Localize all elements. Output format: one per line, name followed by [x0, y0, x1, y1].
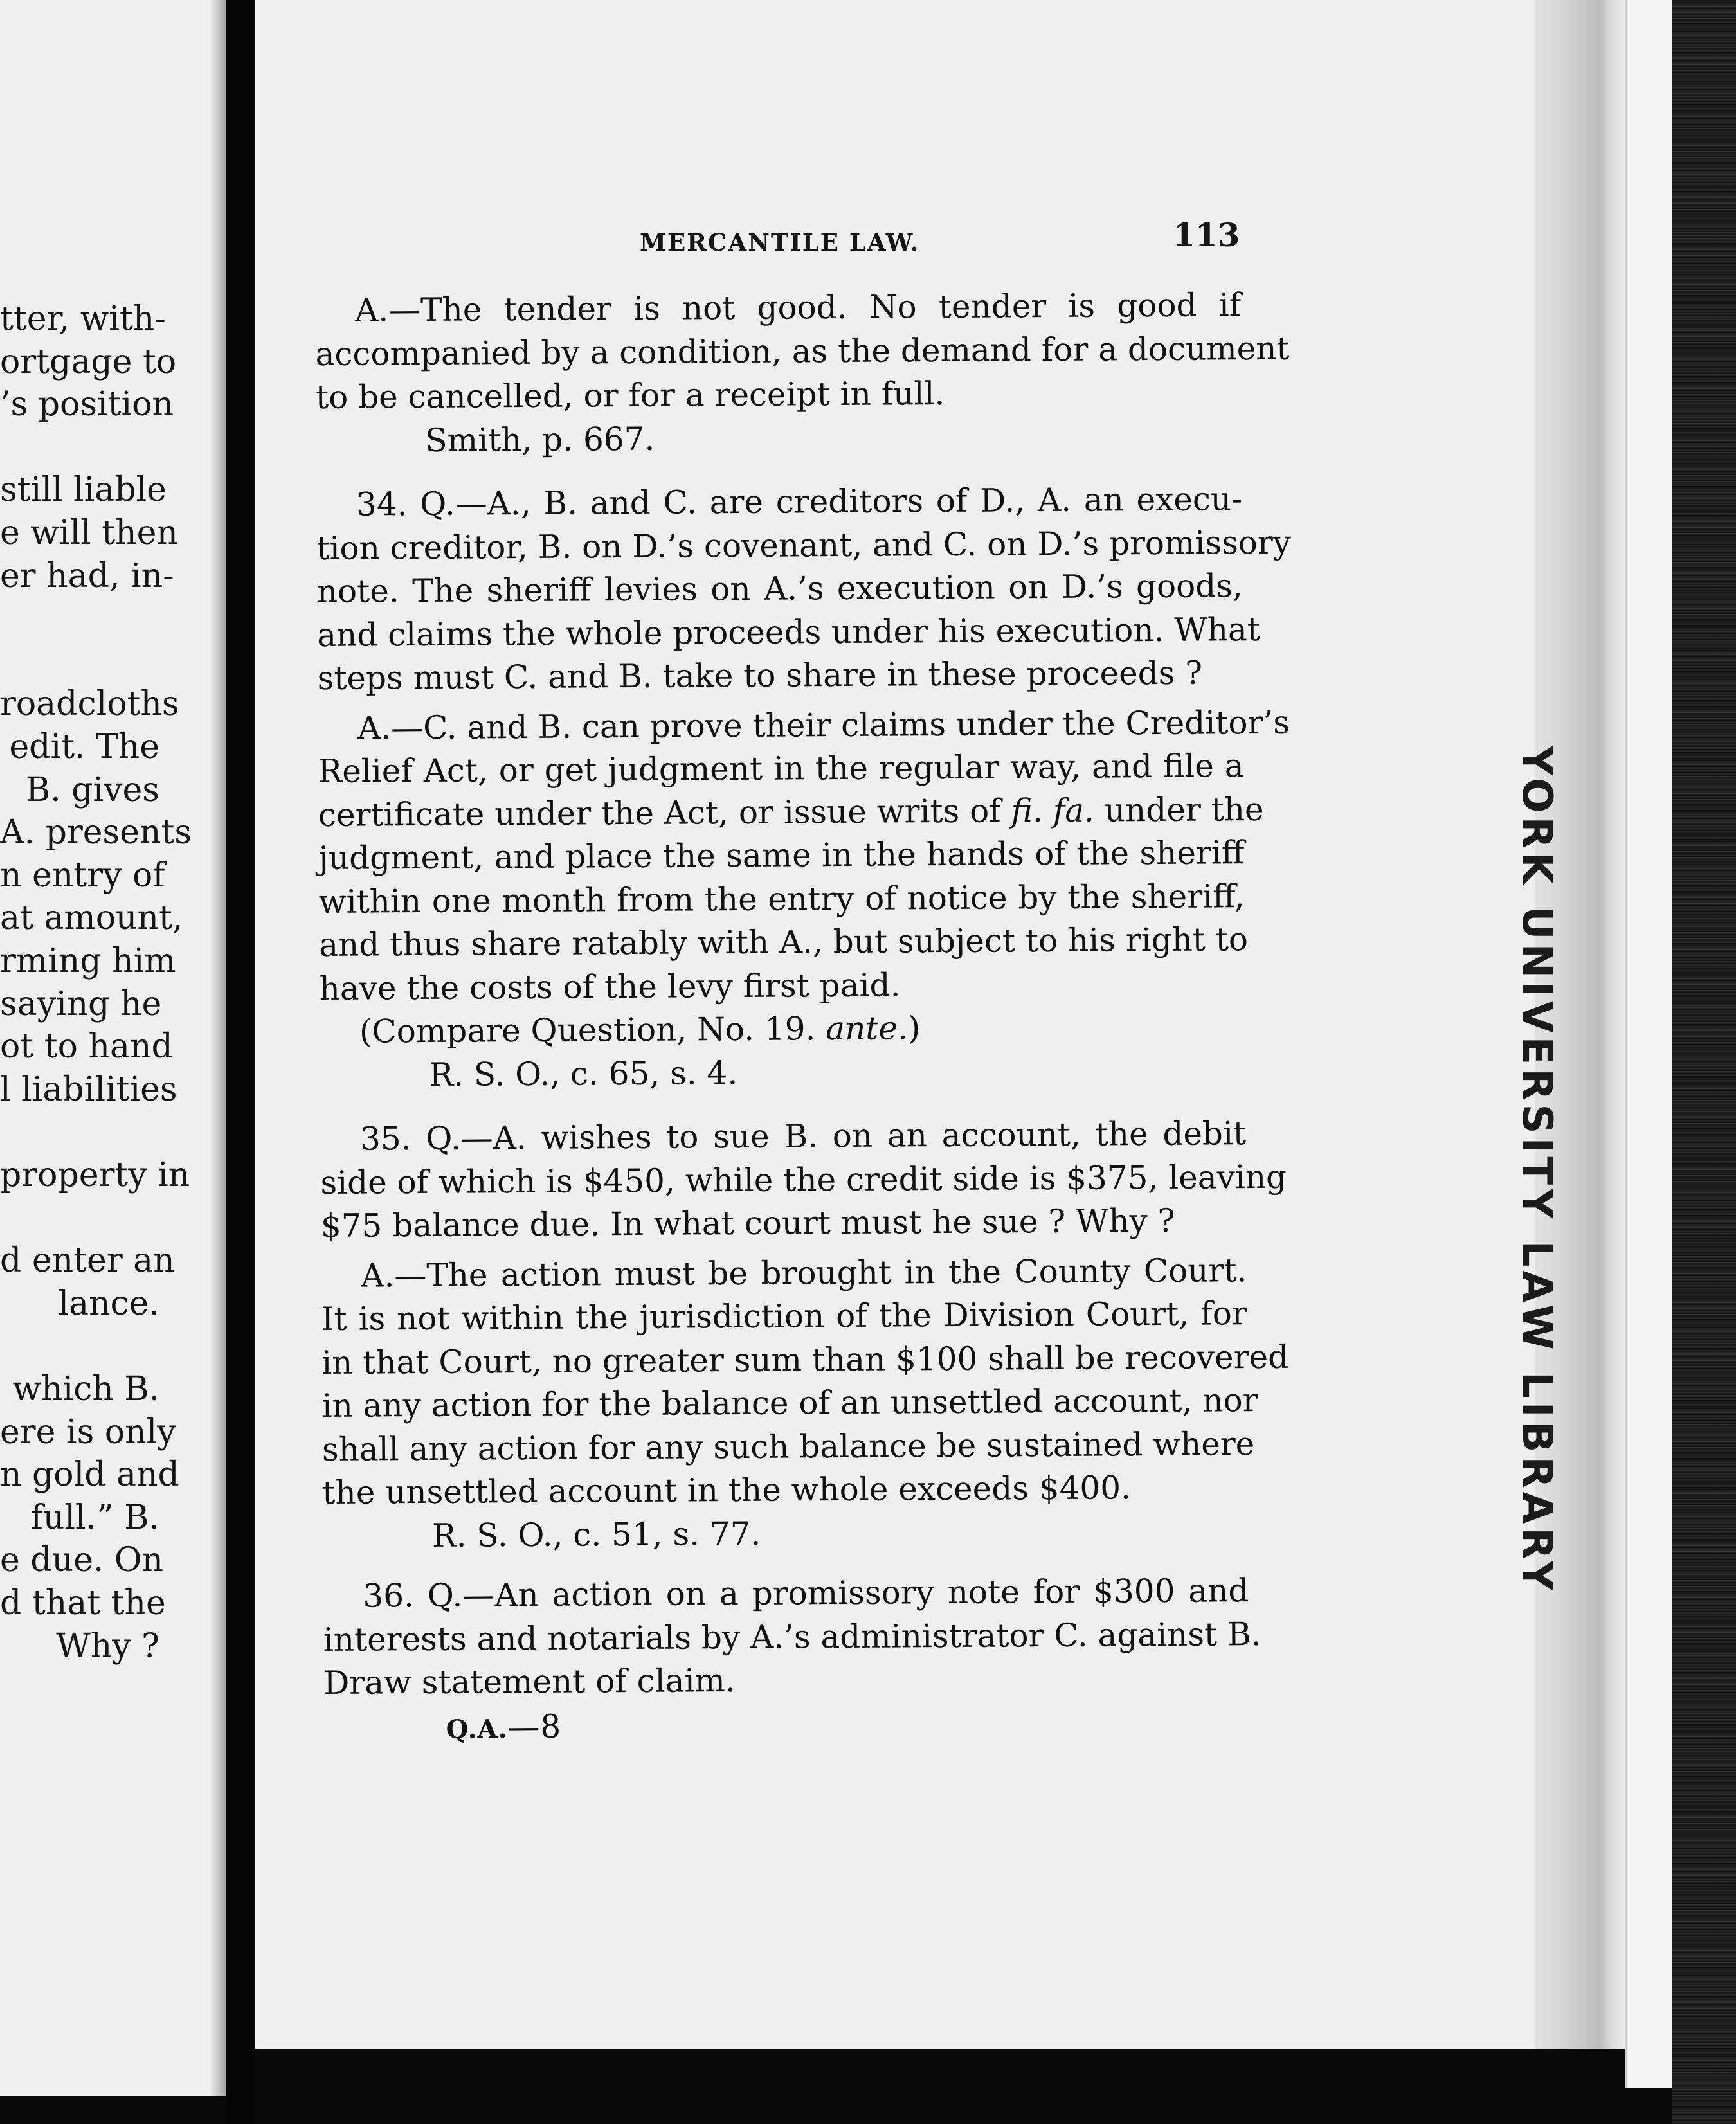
- left-page-line: er had, in-: [0, 556, 174, 595]
- spine-label: [1492, 746, 1582, 1595]
- text-line: the unsettled account in the whole exceeds $400.: [322, 1469, 1132, 1511]
- answer-33: [315, 284, 1290, 419]
- text-line: A.—The tender is not good. No tender is good if: [355, 286, 1242, 329]
- left-page-line: e due. On: [0, 1541, 164, 1580]
- left-page-line: l liabilities: [0, 1070, 177, 1109]
- text-line: steps must C. and B. take to share in these proceeds ?: [317, 654, 1203, 697]
- text-run: (Compare Question, No. 19.: [359, 1010, 826, 1050]
- text-line: within one month from the entry of notice by the sheriff,: [318, 877, 1245, 921]
- left-page-line: rming him: [0, 942, 176, 980]
- left-page-line: n gold and: [0, 1455, 179, 1495]
- text-run: ): [907, 1009, 921, 1047]
- running-head: MERCANTILE LAW.: [640, 228, 920, 256]
- text-line: have the costs of the levy first paid.: [319, 966, 901, 1007]
- book-cover-edge: [1672, 0, 1736, 2124]
- left-page-line: saying he: [0, 984, 162, 1023]
- text-line: in that Court, no greater sum than $100 shall be recovered: [321, 1338, 1289, 1382]
- left-page-line: A. presents: [0, 813, 192, 852]
- left-page-line: ’s position: [0, 385, 174, 424]
- left-page-line: ot to hand: [0, 1027, 173, 1066]
- left-page-line: edit. The: [9, 728, 159, 766]
- left-page-line: lance.: [58, 1284, 159, 1323]
- left-page-line: ere is only: [0, 1412, 176, 1452]
- answer-34: [318, 701, 1290, 1011]
- signature-mark: [323, 1704, 1249, 1747]
- text-line: [318, 788, 1264, 837]
- citation-34: R. S. O., c. 65, s. 4.: [429, 1054, 738, 1094]
- text-line: to be cancelled, or for a receipt in full.: [315, 375, 945, 416]
- left-page-line: d enter an: [0, 1241, 175, 1281]
- left-page-line: e will then: [0, 514, 178, 552]
- left-page-line: property in: [0, 1156, 190, 1194]
- left-page-line: which B.: [12, 1370, 159, 1408]
- text-line: and thus share ratably with A., but subject to his right to: [319, 921, 1249, 964]
- left-page-line: tter, with-: [0, 300, 166, 338]
- text-line: judgment, and place the same in the hands of the sheriff: [318, 834, 1245, 877]
- left-page-line: roadcloths: [0, 685, 179, 724]
- text-line: It is not within the jurisdiction of the Division Court, for: [321, 1295, 1247, 1338]
- page-block-edge: [1625, 0, 1673, 2088]
- text-line: A.—C. and B. can prove their claims under the Creditor’s: [357, 703, 1290, 747]
- text-line: tion creditor, B. on D.’s covenant, and C. on D.’s promissory: [316, 523, 1292, 567]
- text-line: Relief Act, or get judgment in the regular way, and file a: [318, 747, 1244, 790]
- left-page-line: Why ?: [56, 1626, 159, 1666]
- page-body: [315, 284, 1292, 1746]
- text-line: Draw statement of claim.: [323, 1662, 736, 1702]
- text-run: certificate under the Act, or issue writs of: [318, 791, 1011, 834]
- scan-bottom-border: [255, 2049, 1541, 2124]
- text-line: note. The sheriff levies on A.’s execution on D.’s goods,: [316, 567, 1243, 610]
- citation-35: R. S. O., c. 51, s. 77.: [431, 1515, 761, 1554]
- page-number: 113: [1173, 216, 1240, 254]
- signature-letters: Q.A.: [446, 1713, 508, 1745]
- text-line: 34. Q.—A., B. and C. are creditors of D., A. an execu-: [356, 480, 1243, 523]
- left-page-line: still liable: [0, 471, 167, 510]
- text-line: 35. Q.—A. wishes to sue B. on an account, the debit: [359, 1115, 1247, 1158]
- citation-33: Smith, p. 667.: [425, 420, 655, 459]
- text-line: A.—The action must be brought in the County Court.: [361, 1251, 1247, 1295]
- text-line: shall any action for any such balance be sustained where: [321, 1425, 1255, 1468]
- left-page-line: full.” B.: [30, 1498, 159, 1537]
- left-page-line: at amount,: [0, 899, 183, 938]
- compare-note-34: [320, 1005, 1245, 1054]
- text-line: side of which is $450, while the credit side is $375, leaving: [320, 1158, 1287, 1202]
- text-run: under the: [1094, 790, 1264, 829]
- question-35: [320, 1112, 1287, 1248]
- left-facing-page: [0, 0, 226, 2096]
- left-page-line: B. gives: [25, 770, 159, 809]
- text-line: in any action for the balance of an unsettled account, nor: [321, 1382, 1258, 1425]
- text-line: accompanied by a condition, as the demand for a document: [315, 329, 1290, 373]
- left-page-line: d that the: [0, 1584, 166, 1623]
- book-gutter: [226, 0, 255, 2124]
- signature-number: —8: [507, 1707, 562, 1745]
- text-line: interests and notarials by A.’s administrator C. against B.: [323, 1615, 1261, 1659]
- left-page-line: ortgage to: [0, 342, 177, 381]
- left-page-line: n entry of: [0, 856, 165, 895]
- text-line: 36. Q.—An action on a promissory note for $300 and: [363, 1572, 1249, 1615]
- text-line: and claims the whole proceeds under his execution. What: [317, 610, 1261, 654]
- question-36: [323, 1569, 1261, 1705]
- italic-term: fi. fa.: [1011, 791, 1095, 829]
- left-page-edge-shadow: [210, 0, 228, 2096]
- answer-35: [321, 1249, 1289, 1515]
- text-line: $75 balance due. In what court must he sue ? Why ?: [320, 1202, 1175, 1245]
- question-34: [316, 478, 1292, 700]
- italic-term: ante.: [826, 1009, 909, 1048]
- spine-label-text: YORK UNIVERSITY LAW LIBRARY: [1513, 746, 1560, 1595]
